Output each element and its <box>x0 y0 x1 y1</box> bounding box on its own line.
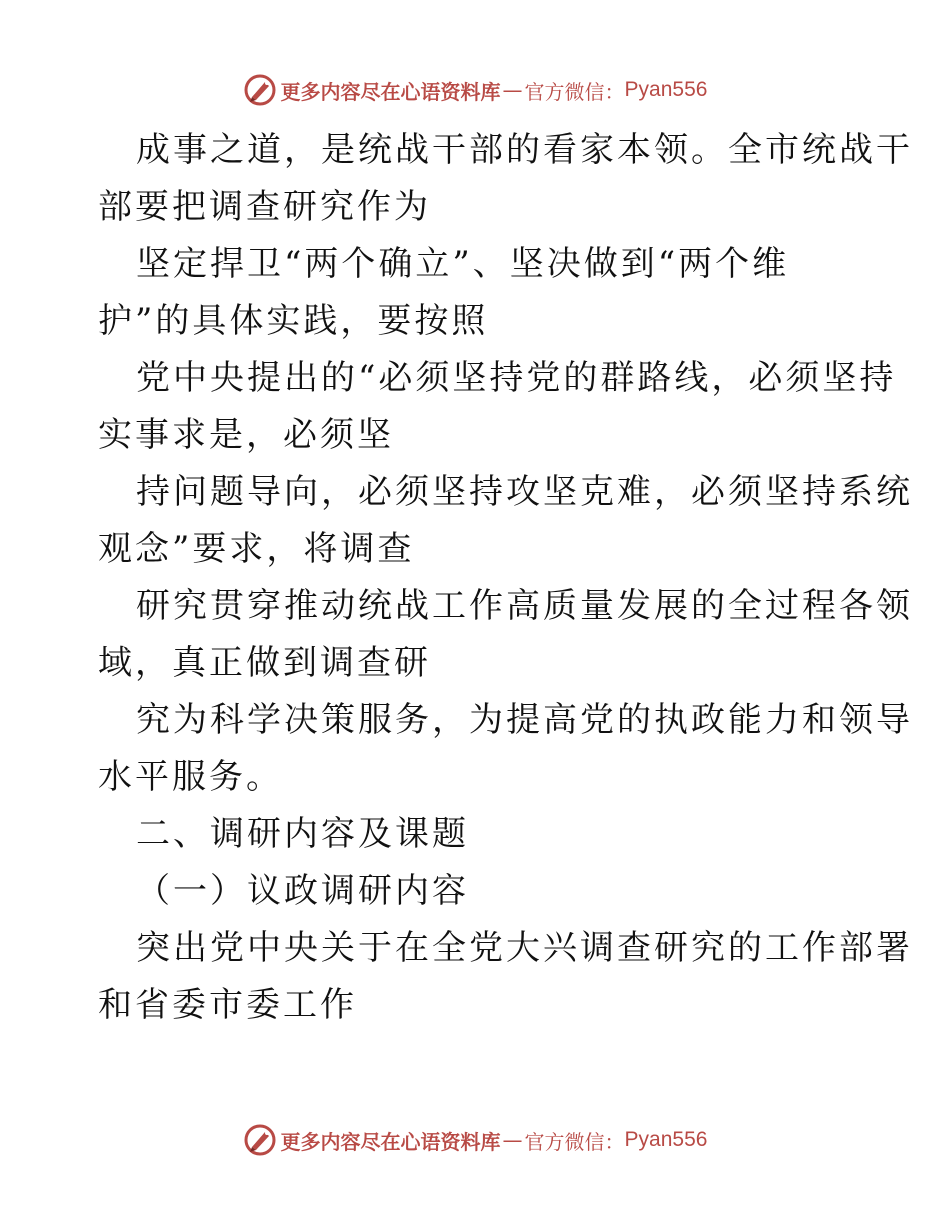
paragraph-line: 持问题导向，必须坚持攻坚克难，必须坚持系统 <box>136 472 913 512</box>
paragraph-line: 观念”要求，将调查 <box>98 529 415 569</box>
watermark-id: Pyan556 <box>624 1128 708 1151</box>
paragraph-line: 研究贯穿推动统战工作高质量发展的全过程各领 <box>136 586 913 626</box>
watermark-id: Pyan556 <box>624 78 708 101</box>
paragraph-line: 域，真正做到调查研 <box>98 643 431 683</box>
paragraph-line: 成事之道，是统战干部的看家本领。全市统战干 <box>136 130 913 170</box>
pen-logo-icon <box>243 73 277 107</box>
pen-logo-icon <box>243 1123 277 1157</box>
paragraph-line: 水平服务。 <box>98 757 283 797</box>
paragraph-line: 突出党中央关于在全党大兴调查研究的工作部署 <box>136 928 913 968</box>
watermark-dash: — <box>502 78 523 102</box>
watermark-text: 更多内容尽在心语资料库 <box>280 79 501 104</box>
paragraph-line: 和省委市委工作 <box>98 985 357 1025</box>
watermark-label: 官方微信： <box>524 79 625 104</box>
watermark-label: 官方微信： <box>524 1129 625 1154</box>
watermark-text: 更多内容尽在心语资料库 <box>280 1129 501 1154</box>
paragraph-line: 坚定捍卫“两个确立”、坚决做到“两个维 <box>136 244 790 284</box>
document-body <box>98 122 913 1034</box>
paragraph-line: 护”的具体实践，要按照 <box>98 301 489 341</box>
paragraph-line: 究为科学决策服务，为提高党的执政能力和领导 <box>136 700 913 740</box>
paragraph-line: 党中央提出的“必须坚持党的群路线，必须坚持 <box>136 358 897 398</box>
watermark-dash: — <box>502 1128 523 1152</box>
header-watermark <box>0 70 950 110</box>
subsection-heading: （一）议政调研内容 <box>136 871 469 911</box>
paragraph-line: 实事求是，必须坚 <box>98 415 394 455</box>
paragraph-line: 部要把调查研究作为 <box>98 187 431 227</box>
footer-watermark <box>0 1120 950 1160</box>
section-heading: 二、调研内容及课题 <box>136 814 469 854</box>
